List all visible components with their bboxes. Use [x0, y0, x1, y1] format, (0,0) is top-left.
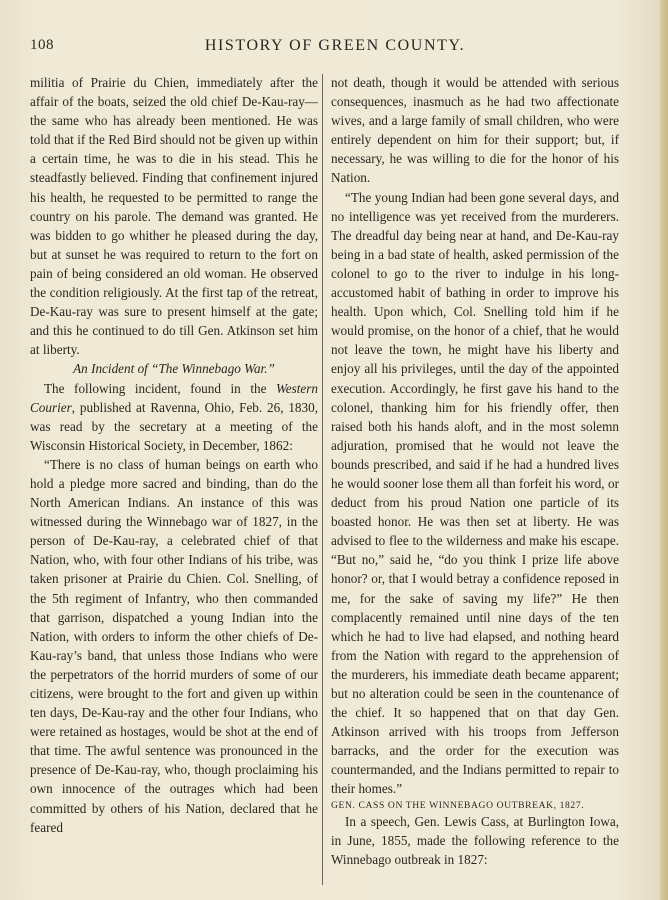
page-edge-shadow	[660, 0, 668, 900]
paragraph-text: The following incident, found in the	[44, 380, 276, 396]
paragraph: militia of Prairie du Chien, immediately after the affair of the boats, seized the old chief De-Kau-ray—the same who has already been mentioned. He was told that if the Red Bird should not be given up within a certain time, he was to die in his stead. This he steadfastly believed. Finding that confinement injured his health, he requested to be permitted to range the country on his parole. The demand was granted. He was bidden to go whither he pleased during the day, but at sunset he was required to return to the fort on pain of being considered an old woman. He observed the condition religiously. At the first tap of the retreat, De-Kau-ray was sure to present himself at the gate; and this he continued to do till Gen. Atkinson set him at liberty.	[30, 75, 318, 358]
page-header	[30, 37, 640, 57]
newspaper-title: Western Courier	[30, 380, 318, 415]
paragraph-text: , published at Ravenna, Ohio, Feb. 26, 1830, was read by the secretary at a meeting of the Wisconsin Historical Society, in December, 1862:	[30, 399, 318, 453]
subheading-title: “The Winnebago War.”	[151, 361, 275, 377]
running-title: HISTORY OF GREEN COUNTY.	[204, 37, 466, 54]
paragraph	[30, 379, 318, 455]
paragraph: not death, though it would be attended with serious consequences, inasmuch as he had two affectionate wives, and a large family of small children, who were entirely dependent on him for their support; but, if necessary, he was willing to die for the honor of his Nation.	[331, 75, 619, 186]
section-heading: GEN. CASS ON THE WINNEBAGO OUTBREAK, 1827.	[331, 799, 585, 811]
subheading-prefix: An Incident of	[73, 361, 148, 377]
paragraph: “There is no class of human beings on earth who hold a pledge more sacred and binding, than do the North American Indians. An instance of this was witnessed during the Winnebago war of 1827, in the person of De-Kau-ray, a celebrated chief of that Nation, who, with four other Indians of his tribe, was taken prisoner at Prairie du Chien. Col. Snelling, of the 5th regiment of Infantry, who then commanded that garrison, dispatched a young Indian into the Nation, with orders to inform the other chiefs of De-Kau-ray’s band, that unless those Indians who were the perpetrators of the horrid murders of some of our citizens, were brought to the fort and given up within ten days, De-Kau-ray and the other four Indians, who were retained as hostages, would be shot at the end of that time. The awful sentence was pronounced in the presence of De-Kau-ray, who, though proclaiming his own innocence of the outrages which had been committed by others of his Nation, declared that he feared	[30, 456, 318, 835]
paragraph: “The young Indian had been gone several days, and no intelligence was yet received from the murderers. The dreadful day being near at hand, and De-Kau-ray being in a bad state of health, asked permission of the colonel to go to the river to indulge in his long-accustomed habit of bathing in order to improve his health. Upon which, Col. Snelling told him if he would promise, on the honor of a chief, that he would not leave the town, he might have his liberty and enjoy all his privileges, until the day of the appointed execution. Accordingly, he first gave his hand to the colonel, thanking him for his friendly offer, then raised both his hands aloft, and in the most solemn adjuration, promised that he would not leave the bounds prescribed, and said if he had a hundred lives he would sooner lose them all than forfeit his word, or deduct from his proud Nation one particle of its boasted honor. He was then set at liberty. He was advised to flee to the wilderness and make his escape. “But no,” said he, “do you think I prize life above honor? or, that I would betray a confidence reposed in me, for the sake of saving my life?” He then complacently remained until nine days of the ten which he had to live had elapsed, and nothing heard from the Nation with regard to the apprehension of the murderers, his immediate death became apparent; but no alteration could be seen in the countenance of the chief. It so happened that on that day Gen. Atkinson arrived with his troops from Jefferson barracks, and the order for the execution was countermanded, and the Indians permitted to repair to their homes.”	[331, 189, 619, 797]
right-column	[331, 73, 619, 869]
column-divider	[322, 74, 323, 885]
section-subheading	[30, 359, 318, 378]
paragraph: In a speech, Gen. Lewis Cass, at Burlington Iowa, in June, 1855, made the following reference to the Winnebago outbreak in 1827:	[331, 813, 619, 867]
page-number: 108	[30, 37, 54, 53]
left-column	[30, 73, 318, 837]
